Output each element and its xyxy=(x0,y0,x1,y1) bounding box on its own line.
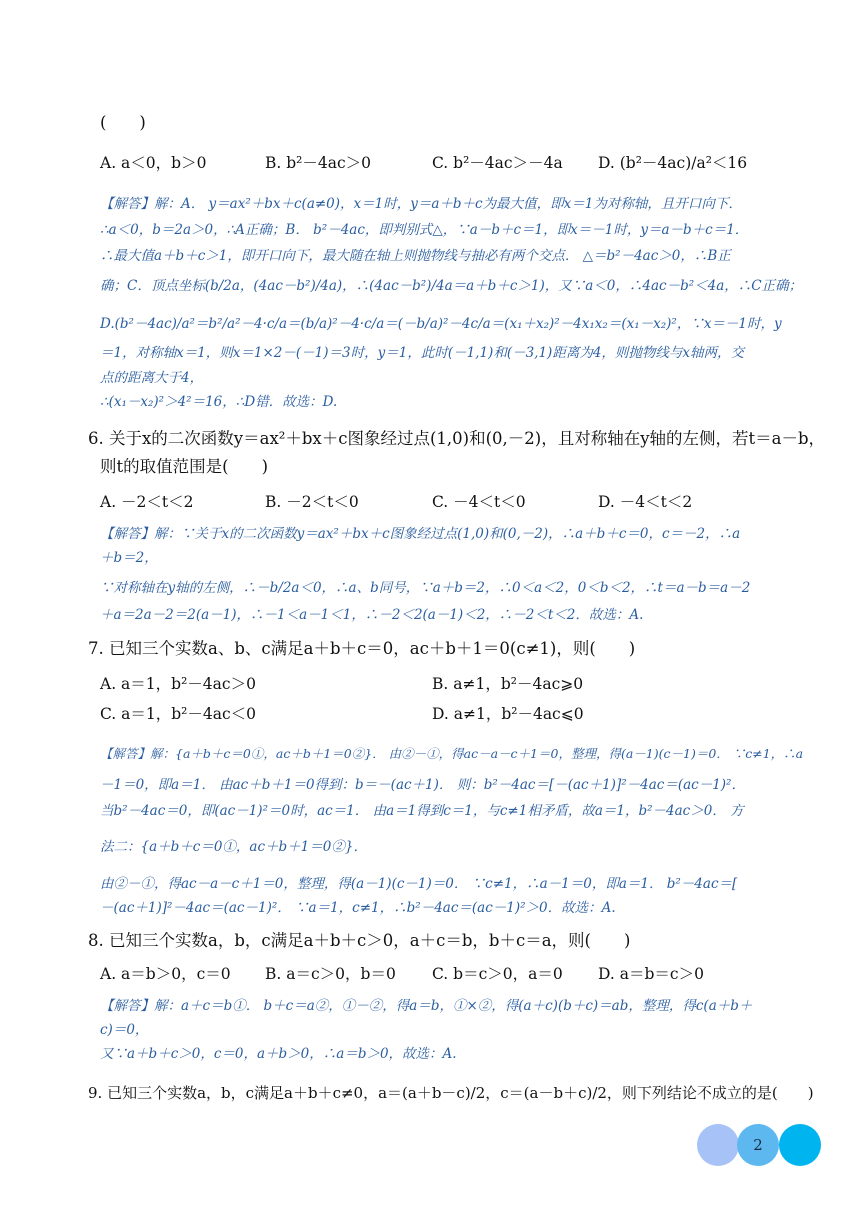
q5-option-a: A. a＜0，b＞0 xyxy=(100,154,207,172)
q6-option-b: B. －2＜t＜0 xyxy=(265,493,359,511)
q6-stem: 则t的取值范围是( ) xyxy=(100,457,269,476)
page-badge-circle-left xyxy=(697,1124,739,1166)
q6-option-c: C. －4＜t＜0 xyxy=(432,493,526,511)
q5-option-b: B. b²－4ac＞0 xyxy=(265,154,372,172)
q6-option-d: D. －4＜t＜2 xyxy=(598,493,693,511)
q6-answer-line: ∵对称轴在y轴的左侧，∴－b/2a＜0，∴a、b同号，∵a＋b＝2，∴0＜a＜2，0＜b＜2，∴t＝a－b＝a－2 xyxy=(100,580,751,596)
q6-answer-line: 【解答】解：∵关于x的二次函数y＝ax²＋bx＋c图象经过点(1,0)和(0,－2)，∴a＋b＋c＝0，c＝－2，∴a xyxy=(100,526,741,542)
q7-answer-line: －(ac＋1)]²－4ac＝(ac－1)²． ∵a＝1，c≠1，∴b²－4ac＝(ac－1)²＞0．故选：A. xyxy=(100,900,616,916)
page-badge-circle-right xyxy=(779,1124,821,1166)
q7-option-b: B. a≠1，b²－4ac⩾0 xyxy=(432,675,584,693)
q8-answer-line: 又∵a＋b＋c＞0，c＝0，a＋b＞0，∴a＝b＞0，故选：A. xyxy=(100,1046,457,1062)
q5-answer-line: 点的距离大于4， xyxy=(100,370,204,386)
q8-answer-line: 【解答】解：a＋c＝b①． b＋c＝a②，①－②，得a＝b，①×②，得(a＋c)(b＋c)＝ab，整理，得c(a＋b＋ xyxy=(100,998,753,1014)
q5-option-c: C. b²－4ac＞－4a xyxy=(432,154,563,172)
q5-option-d: D. (b²－4ac)/a²＜16 xyxy=(598,154,748,172)
q7-answer-line: －1＝0，即a＝1． 由ac＋b＋1＝0得到：b＝－(ac＋1)． 则：b²－4ac＝[－(ac＋1)]²－4ac＝(ac－1)²． xyxy=(100,777,745,793)
q6-answer-line: ＋b＝2， xyxy=(100,550,158,566)
q6-stem: 6. 关于x的二次函数y＝ax²＋bx＋c图象经过点(1,0)和(0,－2)，且对称轴在y轴的左侧，若t＝a－b， xyxy=(88,429,826,448)
q7-option-c: C. a＝1，b²－4ac＜0 xyxy=(100,705,257,723)
q7-option-d: D. a≠1，b²－4ac⩽0 xyxy=(432,705,584,723)
q5-answer-line: 确；C．顶点坐标(b/2a，(4ac－b²)/4a)，∴(4ac－b²)/4a＝a＋b＋c＞1)，又∵a＜0，∴4ac－b²＜4a，∴C正确； xyxy=(100,278,803,294)
q7-stem: 7. 已知三个实数a、b、c满足a＋b＋c＝0，ac＋b＋1＝0(c≠1)，则( ) xyxy=(88,639,636,658)
q7-answer-line: 由②－①，得ac－a－c＋1＝0，整理，得(a－1)(c－1)＝0． ∵c≠1，∴a－1＝0，即a＝1． b²－4ac＝[ xyxy=(100,876,738,892)
q8-option-c: C. b＝c＞0，a＝0 xyxy=(432,965,563,983)
q6-answer-line: ＋a＝2a－2＝2(a－1)，∴－1＜a－1＜1，∴－2＜2(a－1)＜2，∴－2＜t＜2．故选：A. xyxy=(100,607,644,623)
q5-paren: ( ) xyxy=(100,113,146,132)
q8-answer-line: c)＝0， xyxy=(100,1022,149,1038)
q7-answer-line: 当b²－4ac＝0，即(ac－1)²＝0时，ac＝1． 由a＝1得到c＝1，与c≠1相矛盾，故a＝1，b²－4ac＞0． 方 xyxy=(100,803,744,819)
q7-answer-line: 法二：{a＋b＋c＝0①，ac＋b＋1＝0②}． xyxy=(100,839,367,855)
q5-answer-line: ∴最大值a＋b＋c＞1，即开口向下，最大随在轴上则抛物线与抽必有两个交点． △＝b²－4ac＞0，∴B正 xyxy=(100,248,731,264)
q5-answer-line: ∴a＜0，b＝2a＞0，∴A正确；B． b²－4ac，即判别式△，∵a－b＋c＝1，即x＝－1时，y＝a－b＋c＝1． xyxy=(100,222,749,238)
page-number: 2 xyxy=(753,1136,763,1154)
q6-option-a: A. －2＜t＜2 xyxy=(100,493,194,511)
q5-answer-line: ∴(x₁－x₂)²＞4²＝16，∴D错．故选：D. xyxy=(100,394,338,410)
q7-option-a: A. a＝1，b²－4ac＞0 xyxy=(100,675,256,693)
q8-option-b: B. a＝c＞0，b＝0 xyxy=(265,965,396,983)
q5-answer-line: 【解答】解：A． y＝ax²＋bx＋c(a≠0)，x＝1时，y＝a＋b＋c为最大值，即x＝1为对称轴，且开口向下． xyxy=(100,196,742,212)
q8-stem: 8. 已知三个实数a，b，c满足a＋b＋c＞0，a＋c＝b，b＋c＝a，则( ) xyxy=(88,931,631,950)
q8-option-a: A. a＝b＞0，c＝0 xyxy=(100,965,231,983)
q9-stem: 9. 已知三个实数a，b，c满足a＋b＋c≠0，a＝(a＋b－c)/2，c＝(a－b＋c)/2，则下列结论不成立的是( ) xyxy=(88,1084,814,1102)
q7-answer-line: 【解答】解：{a＋b＋c＝0①，ac＋b＋1＝0②}． 由②－①，得ac－a－c＋1＝0，整理，得(a－1)(c－1)＝0． ∵c≠1，∴a xyxy=(100,746,804,761)
q5-answer-line: D.(b²－4ac)/a²＝b²/a²－4·c/a＝(b/a)²－4·c/a＝(－b/a)²－4c/a＝(x₁＋x₂)²－4x₁x₂＝(x₁－x₂)²，∵x＝－1时，y xyxy=(100,316,782,332)
q8-option-d: D. a＝b＝c＞0 xyxy=(598,965,704,983)
q5-answer-line: ＝1，对称轴x＝1，则x＝1×2－(－1)＝3时，y＝1，此时(－1,1)和(－3,1)距离为4，则抛物线与x轴两，交 xyxy=(100,345,745,361)
